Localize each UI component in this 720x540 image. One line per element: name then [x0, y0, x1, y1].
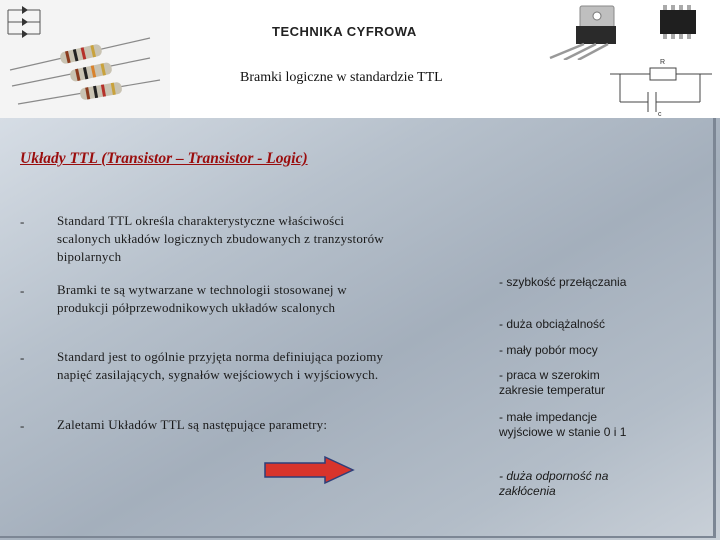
parameter-item: - małe impedancje wyjściowe w stanie 0 i 1 [499, 410, 627, 439]
bullet-text: Bramki te są wytwarzane w technologii stosowanej w produkcji półprzewodnikowych układów scalonych [57, 282, 347, 315]
header-subtitle: Bramki logiczne w standardzie TTL [240, 70, 443, 85]
svg-text:c: c [658, 111, 662, 118]
parameter-item: - duża obciążalność [499, 317, 606, 331]
svg-text:R: R [660, 59, 666, 66]
bullet-dash: - [20, 350, 25, 365]
bullet-text: Standard TTL określa charakterystyczne właściwości scalonych układów logicznych zbudowanych z tranzystorów bipolarnych [57, 213, 384, 264]
header-title: TECHNIKA CYFROWA [272, 24, 417, 39]
right-arrow-icon [263, 455, 355, 485]
header-banner [0, 0, 720, 118]
section-heading: Układy TTL (Transistor – Transistor - Logic) [20, 150, 308, 167]
parameter-item: - duża odporność na zakłócenia [499, 469, 609, 498]
bullet-text: Standard jest to ogólnie przyjęta norma definiująca poziomy napięć zasilających, sygnałów wejściowych i wyjściowych. [57, 349, 384, 382]
bullet-dash: - [20, 283, 25, 298]
parameter-item: - mały pobór mocy [499, 343, 598, 357]
rc-circuit-image [600, 52, 720, 118]
bullet-dash: - [20, 418, 25, 433]
bullet-dash: - [20, 214, 25, 229]
parameter-item: - praca w szerokim zakresie temperatur [499, 368, 606, 397]
resistors-diodes-image [0, 0, 170, 118]
transistor-chip-image [520, 0, 720, 60]
bullet-text: Zaletami Układów TTL są następujące parametry: [57, 417, 328, 432]
parameter-item: - szybkość przełączania [499, 275, 627, 289]
